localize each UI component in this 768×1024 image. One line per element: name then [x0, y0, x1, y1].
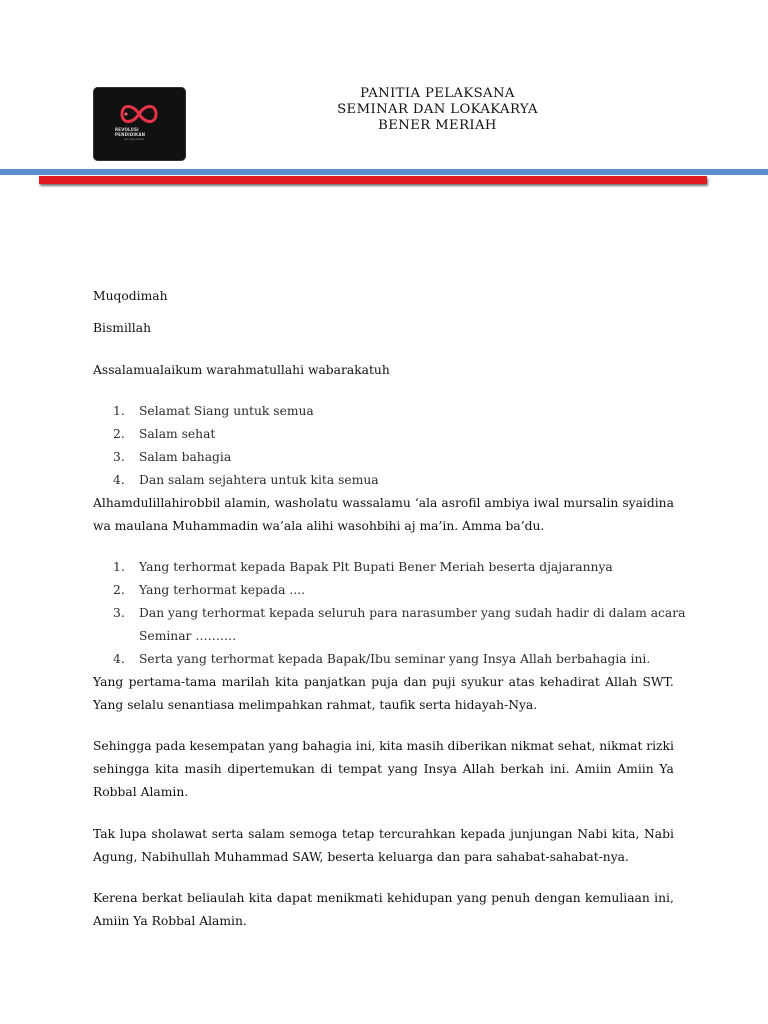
- header-rule-blue: [0, 169, 768, 175]
- paragraph-line: Yang pertama-tama marilah kita panjatkan puja dan puji syukur atas kehadirat Allah SWT.: [93, 675, 674, 689]
- paragraph-line: Robbal Alamin.: [93, 785, 189, 799]
- hamdalah-line: wa maulana Muhammadin wa’ala alihi wasohbihi aj ma’in. Amma ba’du.: [93, 519, 545, 533]
- honor-item: 1. Yang terhormat kepada Bapak Plt Bupati Bener Meriah beserta djajarannya: [113, 560, 613, 574]
- hamdalah-line: Alhamdulillahirobbil alamin, washolatu wassalamu ‘ala asrofil ambiya iwal mursalin syaidina: [93, 496, 674, 510]
- greeting-item: 2. Salam sehat: [113, 427, 216, 441]
- paragraph-line: sehingga kita masih dipertemukan di tempat yang Insya Allah berkah ini. Amiin Amiin Ya: [93, 762, 674, 776]
- paragraph-line: Sehingga pada kesempatan yang bahagia ini, kita masih diberikan nikmat sehat, nikmat rizki: [93, 739, 674, 753]
- paragraph-line: Yang selalu senantiasa melimpahkan rahmat, taufik serta hidayah-Nya.: [93, 698, 538, 712]
- paragraph-line: Amiin Ya Robbal Alamin.: [93, 914, 247, 928]
- paragraph-line: Agung, Nabihullah Muhammad SAW, beserta keluarga dan para sahabat-sahabat-nya.: [93, 850, 629, 864]
- paragraph-line: Tak lupa sholawat serta salam semoga tetap tercurahkan kepada junjungan Nabi kita, Nabi: [93, 827, 674, 841]
- salam-text: Assalamualaikum warahmatullahi wabarakatuh: [93, 363, 390, 377]
- letterhead-title: [300, 86, 575, 134]
- honor-item-continuation: Seminar ……….: [139, 629, 237, 643]
- greeting-item: 3. Salam bahagia: [113, 450, 232, 464]
- logo-text-line1: REVOLUSI: [115, 127, 139, 132]
- greeting-item: 1. Selamat Siang untuk semua: [113, 404, 314, 418]
- logo-text-line2: PENDIDIKAN: [115, 132, 146, 137]
- section-heading: Muqodimah: [93, 289, 168, 303]
- honor-item: 2. Yang terhormat kepada ....: [113, 583, 306, 597]
- logo-tagline: ayo maju ke bar: [124, 138, 145, 141]
- greeting-item: 4. Dan salam sejahtera untuk kita semua: [113, 473, 379, 487]
- organization-logo: [93, 87, 186, 161]
- paragraph-line: Kerena berkat beliaulah kita dapat menikmati kehidupan yang penuh dengan kemuliaan ini,: [93, 891, 674, 905]
- infinity-loop-icon: [117, 101, 161, 127]
- header-line3: BENER MERIAH: [378, 118, 497, 133]
- bismillah-text: Bismillah: [93, 321, 151, 335]
- honor-item: 3. Dan yang terhormat kepada seluruh para narasumber yang sudah hadir di dalam acara: [113, 606, 686, 620]
- header-rule-red: [39, 176, 707, 184]
- honor-item: 4. Serta yang terhormat kepada Bapak/Ibu seminar yang Insya Allah berbahagia ini.: [113, 652, 651, 666]
- header-line2: SEMINAR DAN LOKAKARYA: [337, 102, 538, 117]
- header-line1: PANITIA PELAKSANA: [360, 86, 515, 101]
